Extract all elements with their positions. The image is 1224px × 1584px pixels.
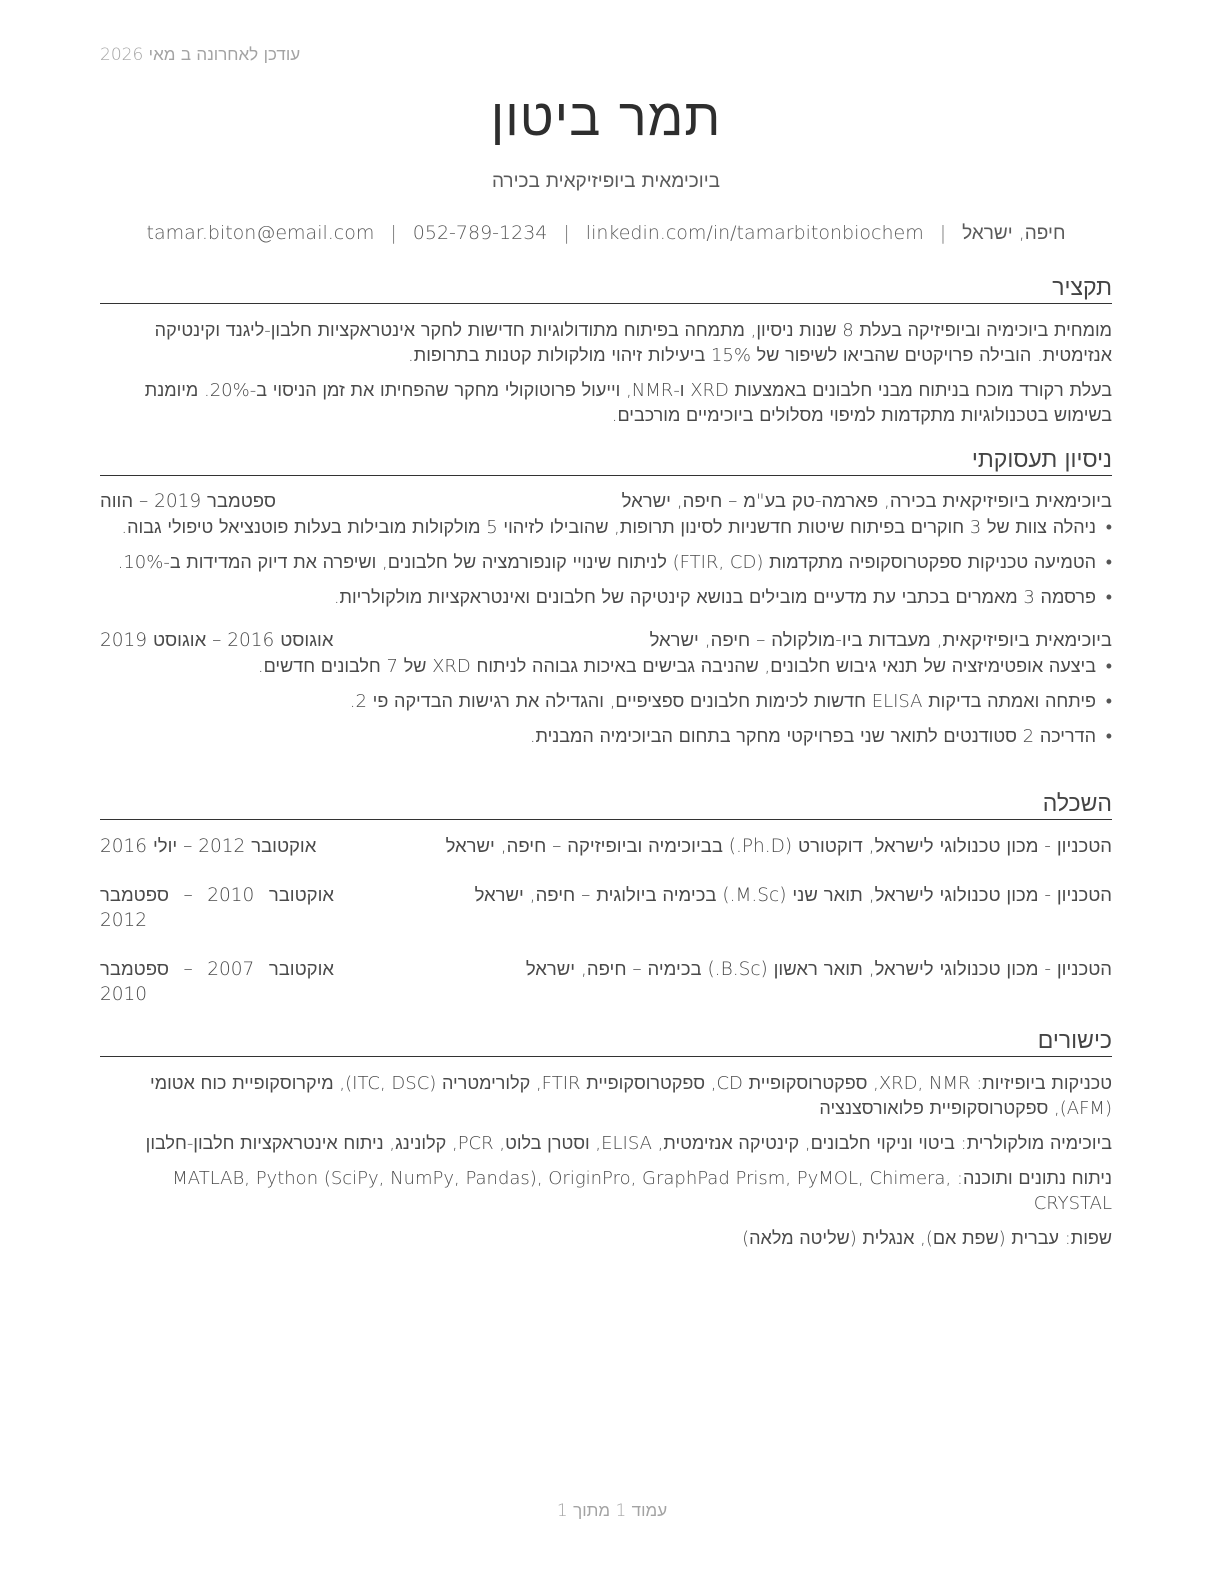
education-dates: אוקטובר 2012 – יולי 2016 — [100, 836, 317, 857]
job-header — [100, 490, 1112, 512]
contact-separator: | — [939, 222, 947, 244]
education-entry — [100, 883, 1112, 933]
skill-line: ניתוח נתונים ותוכנה: MATLAB, Python (SciPy, NumPy, Pandas), OriginPro, GraphPad Prism, PyMOL, Chimera, CRYSTAL — [172, 1168, 1112, 1214]
contact-phone[interactable]: 052-789-1234 — [412, 222, 548, 244]
page-number: עמוד 1 מתוך 1 — [556, 1501, 668, 1521]
job-header — [100, 629, 1112, 651]
section-title-skills: כישורים — [100, 1027, 1112, 1057]
job-bullet: • ביצעה אופטימיזציה של תנאי גיבוש חלבונים, שהניבה גבישים באיכות גבוהה לניתוח XRD של 7 חלבונים חדשים. — [100, 655, 1112, 679]
candidate-name: תמר ביטון — [490, 88, 722, 148]
education-degree: הטכניון - מכון טכנולוגי לישראל, תואר שני (M.Sc.) בכימיה ביולוגית – חיפה, ישראל — [474, 885, 1112, 906]
education-dates: אוקטובר 2010 – ספטמבר 2012 — [100, 885, 334, 931]
job-bullet: • ניהלה צוות של 3 חוקרים בפיתוח שיטות חדשניות לסינון תרופות, שהובילו לזיהוי 5 מולקולות מובילות בעלות פוטנציאל טיפולי גבוה. — [100, 516, 1112, 540]
education-entry — [100, 834, 1112, 859]
section-title-education: השכלה — [100, 790, 1112, 820]
skills-section — [100, 1027, 1112, 1261]
skill-line: ביוכימיה מולקולרית: ביטוי וניקוי חלבונים, קינטיקה אנזימטית, ELISA, וסטרן בלוט, PCR, קלונינג, ניתוח אינטראקציות חלבון-חלבון — [145, 1133, 1112, 1154]
skill-line: טכניקות ביופיזיות: XRD, NMR, ספקטרוסקופיית CD, ספקטרוסקופיית FTIR, קלורימטריה (ITC, DSC), מיקרוסקופיית כוח אטומי (AFM), ספקטרוסקופיית פלואורסצנציה — [150, 1073, 1112, 1119]
contact-location: חיפה, ישראל — [962, 222, 1066, 244]
summary-paragraph: בעלת רקורד מוכח בניתוח מבני חלבונים באמצעות XRD ו-NMR, וייעול פרוטוקולי מחקר שהפחיתו את זמן הניסוי ב-20%. מיומנת בשימוש בטכנולוגיות מתקדמות למיפוי מסלולים ביוכימיים מורכבים. — [144, 380, 1112, 426]
contact-line — [100, 222, 1112, 245]
section-title-summary: תקציר — [100, 274, 1112, 304]
contact-email[interactable]: tamar.biton@email.com — [146, 222, 375, 244]
contact-linkedin[interactable]: linkedin.com/in/tamarbitonbiochem — [585, 222, 924, 244]
resume-page — [100, 0, 1112, 1584]
last-updated-text: עודכן לאחרונה ב מאי 2026 — [100, 45, 301, 65]
job-bullet: • הדריכה 2 סטודנטים לתואר שני בפרויקטי מחקר בתחום הביוכימיה המבנית. — [100, 725, 1112, 749]
experience-section — [100, 446, 1112, 760]
skill-line: שפות: עברית (שפת אם), אנגלית (שליטה מלאה) — [742, 1228, 1112, 1249]
contact-separator: | — [563, 222, 570, 244]
job-entry — [100, 490, 1112, 610]
education-degree: הטכניון - מכון טכנולוגי לישראל, תואר ראשון (B.Sc.) בכימיה – חיפה, ישראל — [525, 959, 1112, 980]
job-bullet: • פרסמה 3 מאמרים בכתבי עת מדעיים מובילים בנושא קינטיקה של חלבונים ואינטראקציות מולקולריות. — [100, 586, 1112, 610]
summary-paragraph: מומחית ביוכימיה וביופיזיקה בעלת 8 שנות ניסיון, מתמחה בפיתוח מתודולוגיות חדישות לחקר אינטראקציות חלבון-ליגנד וקינטיקה אנזימטית. הובילה פרויקטים שהביאו לשיפור של 15% ביעילות זיהוי מולקולות קטנות בתרופות. — [154, 320, 1112, 366]
education-degree: הטכניון - מכון טכנולוגי לישראל, דוקטורט (Ph.D.) בביוכימיה וביופיזיקה – חיפה, ישראל — [445, 836, 1112, 857]
summary-section — [100, 274, 1112, 438]
job-title: ביוכימאית ביופיזיקאית בכירה — [491, 170, 721, 192]
job-bullets — [100, 655, 1112, 749]
education-section — [100, 790, 1112, 1007]
job-bullets — [100, 516, 1112, 610]
job-bullet: • פיתחה ואמתה בדיקות ELISA חדשות לכימות חלבונים ספציפיים, והגדילה את רגישות הבדיקה פי 2. — [100, 690, 1112, 714]
job-dates: ספטמבר 2019 – הווה — [100, 491, 277, 512]
job-dates: אוגוסט 2016 – אוגוסט 2019 — [100, 630, 334, 651]
job-role: ביוכימאית ביופיזיקאית, מעבדות ביו-מולקולה – חיפה, ישראל — [649, 630, 1112, 651]
education-dates: אוקטובר 2007 – ספטמבר 2010 — [100, 959, 334, 1005]
job-role: ביוכימאית ביופיזיקאית בכירה, פארמה-טק בע"מ – חיפה, ישראל — [621, 491, 1112, 512]
job-entry — [100, 629, 1112, 749]
section-title-experience: ניסיון תעסוקתי — [100, 446, 1112, 476]
contact-separator: | — [390, 222, 397, 244]
education-entry — [100, 957, 1112, 1007]
job-bullet: • הטמיעה טכניקות ספקטרוסקופיה מתקדמות (FTIR, CD) לניתוח שינויי קונפורמציה של חלבונים, ושיפרה את דיוק המדידות ב-10%. — [100, 551, 1112, 575]
